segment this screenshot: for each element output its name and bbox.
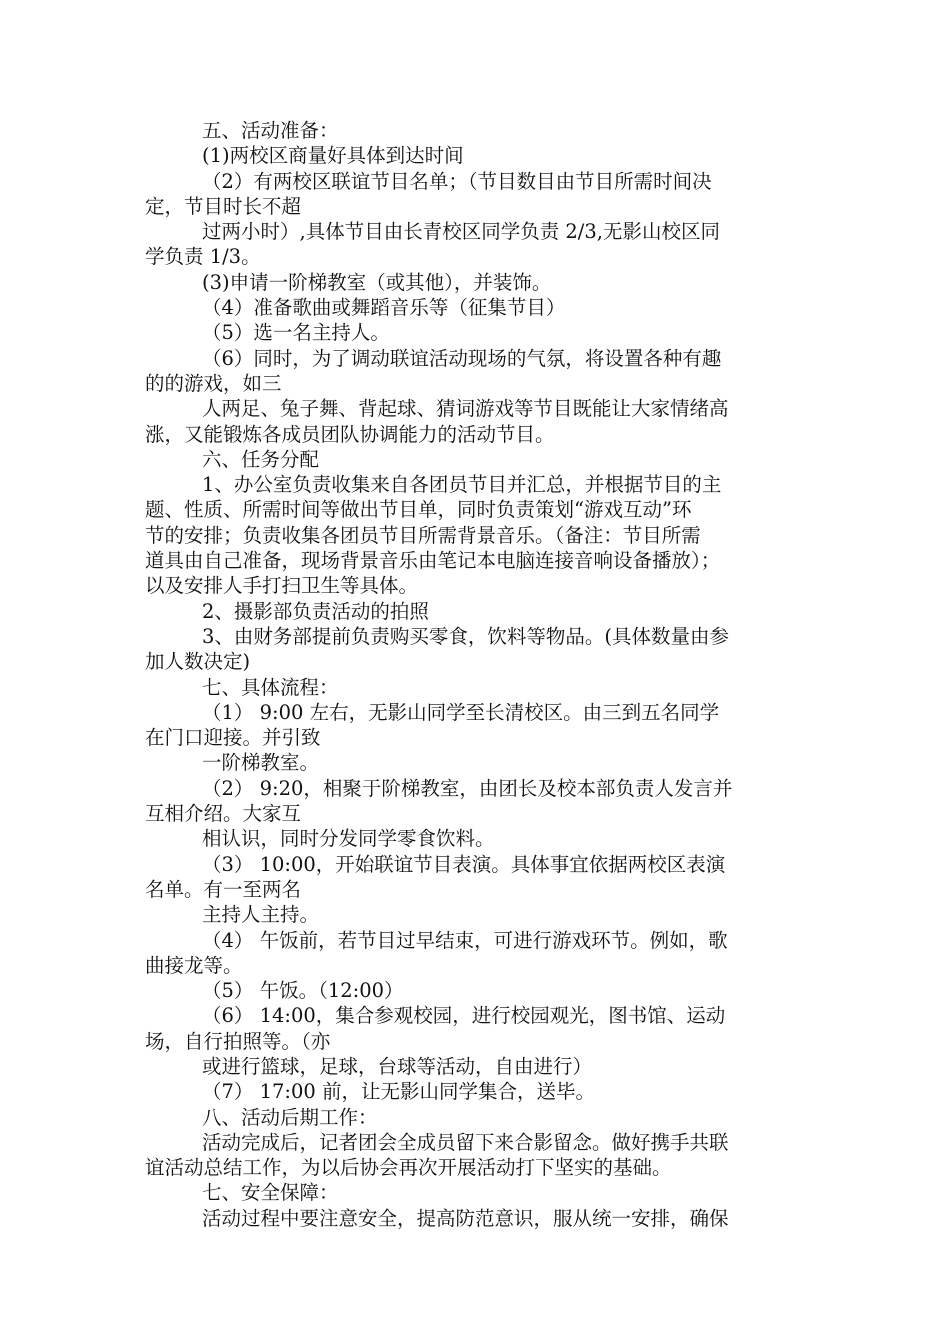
text-line: 名单。有一至两名 <box>145 877 302 901</box>
text-line: 1、办公室负责收集来自各团员节目并汇总，并根据节目的主 <box>202 473 722 497</box>
text-line: 五、活动准备： <box>202 119 339 142</box>
text-line: 场，自行拍照等。（亦 <box>145 1029 331 1053</box>
text-line: （3） 10:00，开始联谊节目表演。具体事宜依据两校区表演 <box>202 852 726 876</box>
text-line: 2、摄影部负责活动的拍照 <box>202 599 429 623</box>
text-line: 涨，又能锻炼各成员团队协调能力的活动节目。 <box>145 422 555 446</box>
text-line: 活动完成后，记者团会全成员留下来合影留念。做好携手共联 <box>202 1130 729 1154</box>
text-line: 或进行篮球，足球，台球等活动，自由进行） <box>202 1054 593 1078</box>
text-line: (3)申请一阶梯教室（或其他），并装饰。 <box>202 270 552 294</box>
text-line: （5）选一名主持人。 <box>202 321 390 345</box>
text-line: 的的游戏，如三 <box>145 371 282 395</box>
text-line: 八、活动后期工作： <box>202 1105 378 1129</box>
text-line: 在门口迎接。并引致 <box>145 726 321 750</box>
text-line: 定，节目时长不超 <box>145 194 302 218</box>
text-line: 学负责 1/3。 <box>145 245 261 269</box>
text-line: （7） 17:00 前，让无影山同学集合，送毕。 <box>202 1080 595 1104</box>
text-line: （6） 14:00，集合参观校园，进行校园观光，图书馆、运动 <box>202 1004 726 1028</box>
text-line: (1)两校区商量好具体到达时间 <box>202 144 464 168</box>
text-line: 题、性质、所需时间等做出节目单，同时负责策划“游戏互动”环 <box>145 498 692 522</box>
text-line: 相认识，同时分发同学零食饮料。 <box>202 827 495 851</box>
text-line: 主持人主持。 <box>202 903 320 927</box>
text-line: （4）准备歌曲或舞蹈音乐等（征集节目） <box>202 296 566 320</box>
text-line: 活动过程中要注意安全，提高防范意识，服从统一安排，确保 <box>202 1206 729 1230</box>
text-line: 一阶梯教室。 <box>202 751 320 775</box>
text-line: （4） 午饭前，若节目过早结束，可进行游戏环节。例如，歌 <box>202 928 728 952</box>
text-line: 曲接龙等。 <box>145 953 243 977</box>
text-line: 节的安排；负责收集各团员节目所需背景音乐。（备注：节目所需 <box>145 523 701 547</box>
text-line: 过两小时）,具体节目由长青校区同学负责 2/3,无影山校区同 <box>202 220 720 244</box>
text-line: 3、由财务部提前负责购买零食，饮料等物品。(具体数量由参 <box>202 624 730 648</box>
text-line: 道具由自己准备，现场背景音乐由笔记本电脑连接音响设备播放）； <box>145 549 721 573</box>
text-line: （2） 9:20，相聚于阶梯教室，由团长及校本部负责人发言并 <box>202 776 733 800</box>
text-line: 互相介绍。大家互 <box>145 802 302 826</box>
text-line: 谊活动总结工作，为以后协会再次开展活动打下坚实的基础。 <box>145 1156 672 1180</box>
text-line: （6）同时，为了调动联谊活动现场的气氛，将设置各种有趣 <box>202 346 722 370</box>
text-line: 以及安排人手打扫卫生等具体。 <box>145 574 419 598</box>
text-line: （2）有两校区联谊节目名单；（节目数目由节目所需时间决 <box>202 169 712 193</box>
document-body <box>145 118 815 1231</box>
text-line: 六、任务分配 <box>202 447 320 471</box>
text-line: （1） 9:00 左右，无影山同学至长清校区。由三到五名同学 <box>202 700 720 724</box>
text-line: （5） 午饭。（12:00） <box>202 979 404 1003</box>
text-line: 七、具体流程： <box>202 675 339 699</box>
text-line: 人两足、兔子舞、背起球、猜词游戏等节目既能让大家情绪高 <box>202 397 729 421</box>
text-line: 七、安全保障： <box>202 1181 339 1205</box>
text-line: 加人数决定) <box>145 650 251 674</box>
